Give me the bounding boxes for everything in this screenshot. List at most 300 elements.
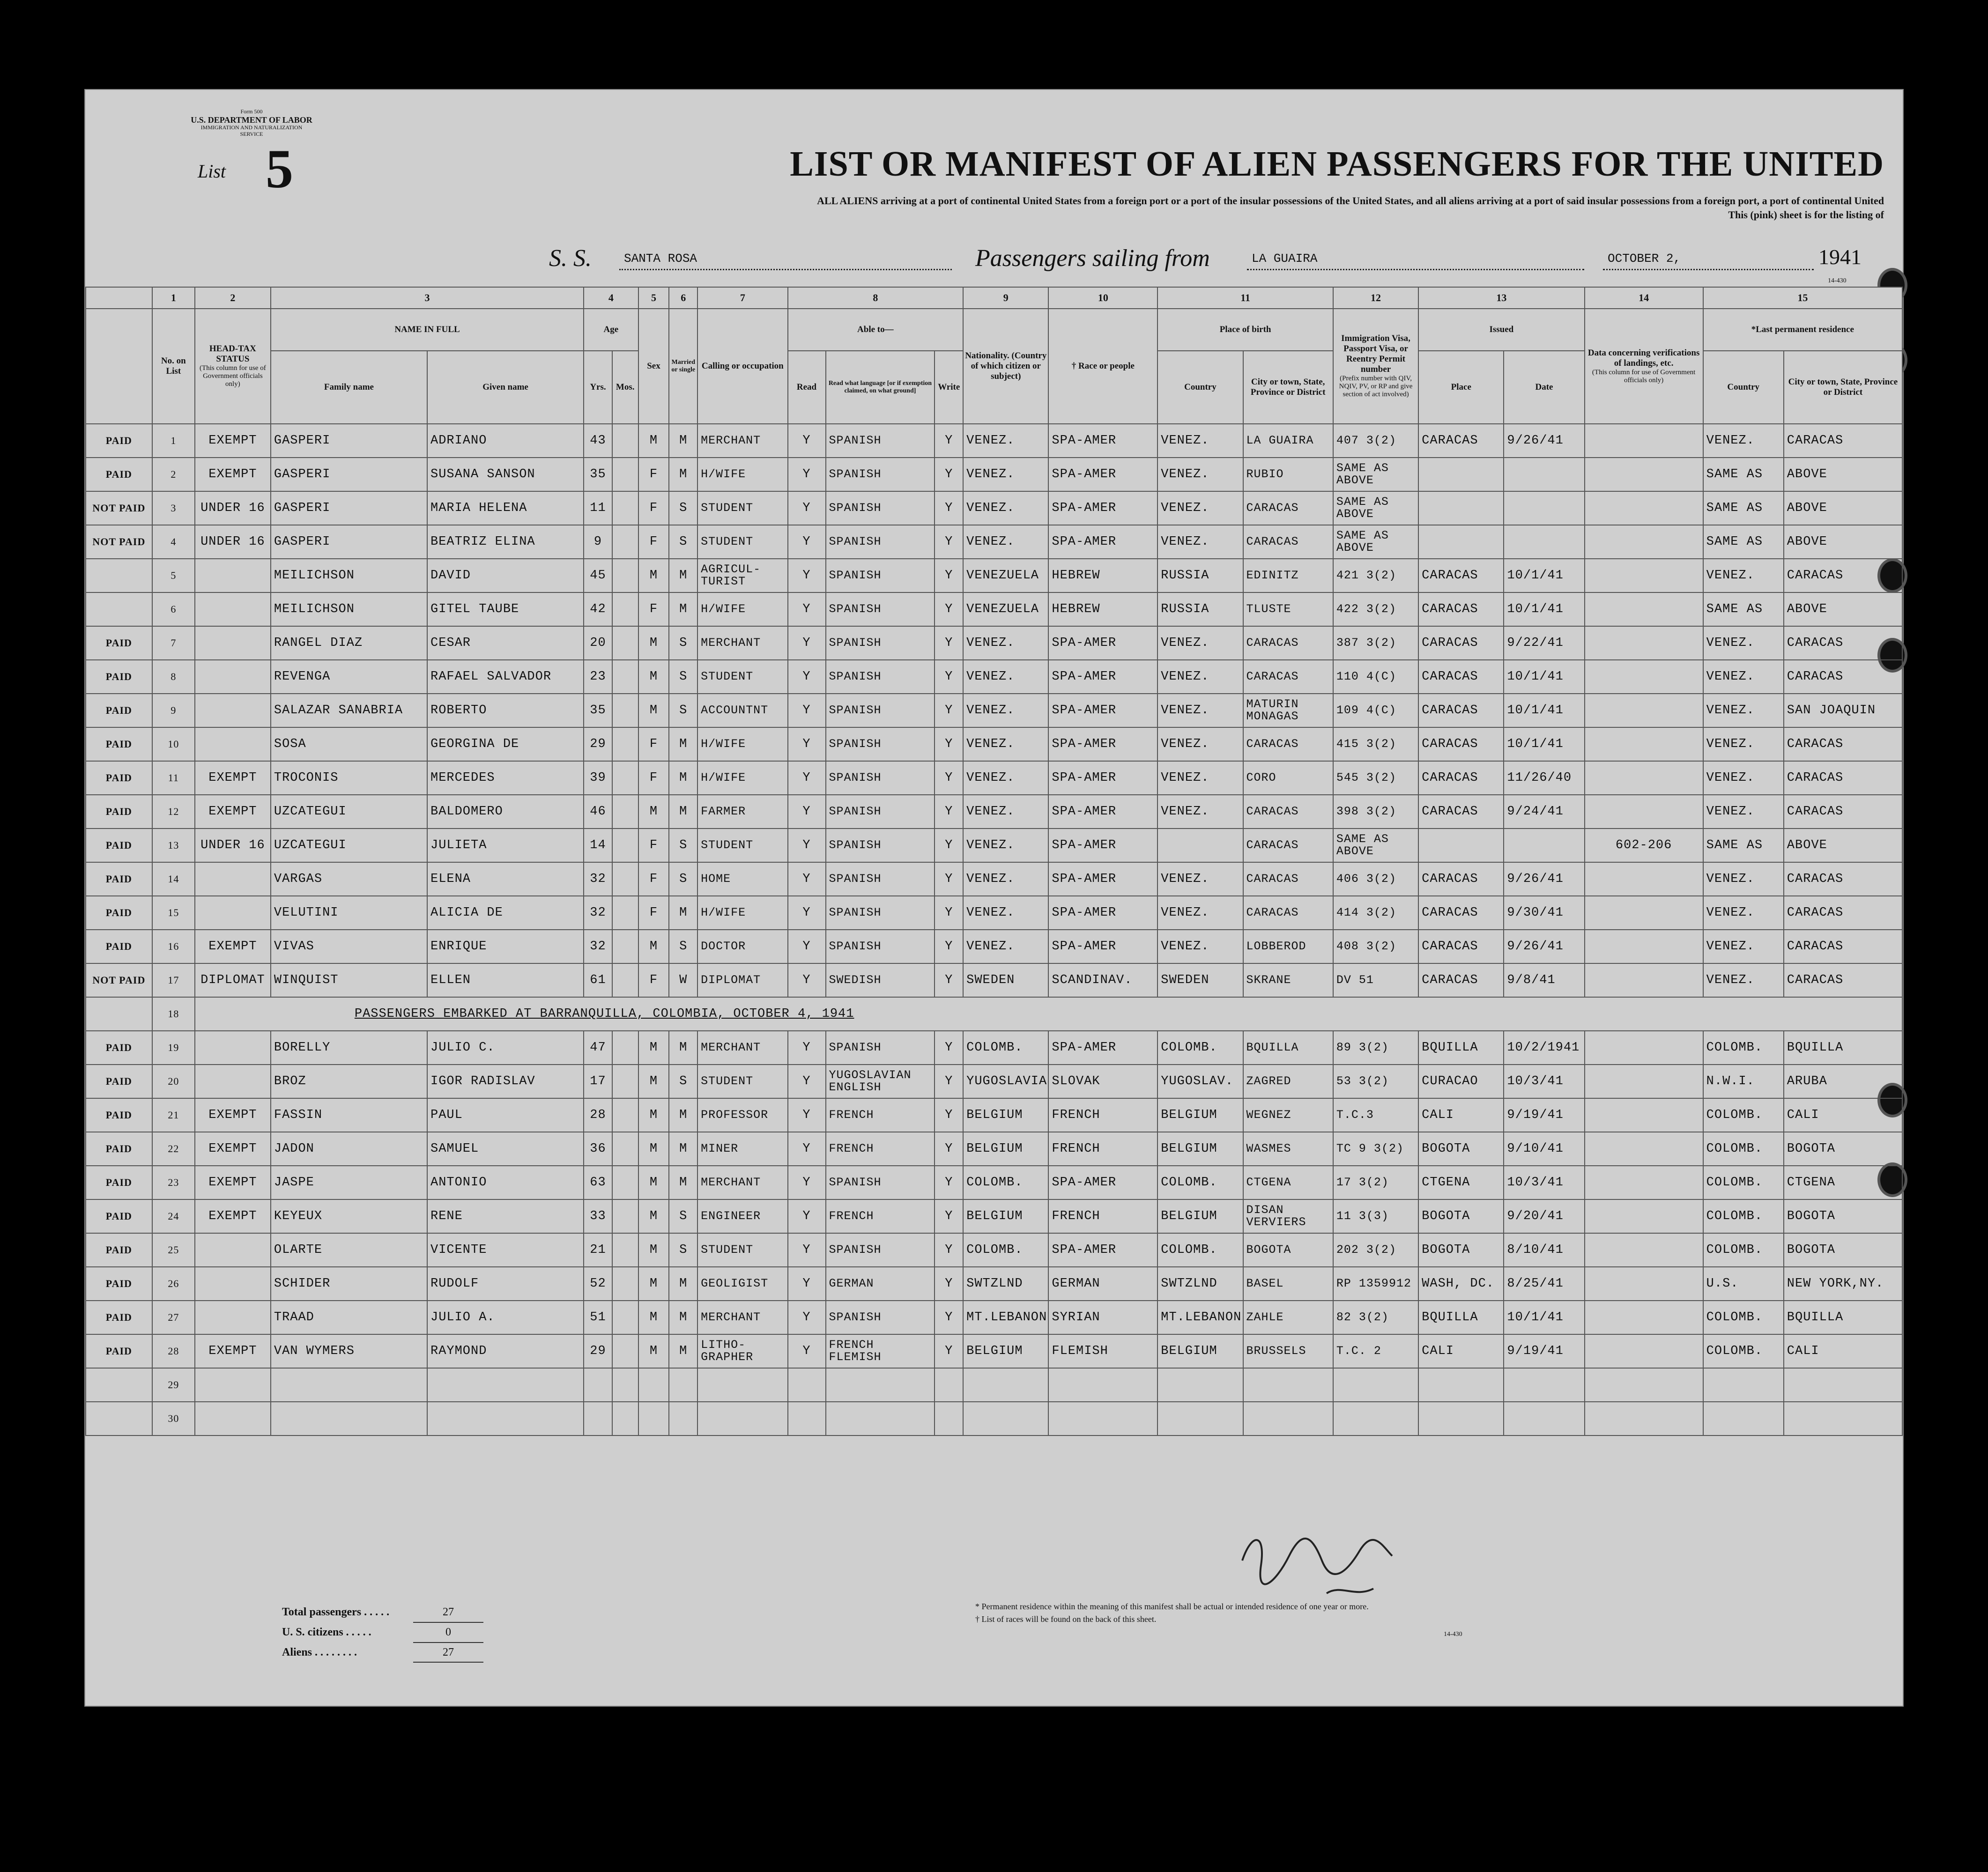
birth-city: CARACAS	[1243, 727, 1333, 761]
paid-status: PAID	[86, 1301, 152, 1334]
col-issued: Issued	[1418, 309, 1584, 351]
birth-country: VENEZ.	[1157, 761, 1243, 795]
nationality	[963, 1368, 1048, 1402]
residence-city: CARACAS	[1784, 896, 1902, 930]
issued-date: 9/26/41	[1504, 930, 1584, 963]
age-years: 17	[584, 1065, 612, 1098]
birth-city: BRUSSELS	[1243, 1334, 1333, 1368]
sex: F	[638, 525, 669, 559]
marital-status: M	[669, 1267, 697, 1301]
sex: F	[638, 963, 669, 997]
issued-date: 9/19/41	[1504, 1334, 1584, 1368]
occupation: STUDENT	[697, 525, 787, 559]
col-visa	[1333, 309, 1418, 424]
col-birth-country: Country	[1157, 351, 1243, 424]
residence-city: CARACAS	[1784, 795, 1902, 829]
read-language: SPANISH	[826, 896, 935, 930]
residence-city: ABOVE	[1784, 491, 1902, 525]
sex: M	[638, 1267, 669, 1301]
issued-place: CALI	[1418, 1098, 1504, 1132]
marital-status: S	[669, 1065, 697, 1098]
read-language: SPANISH	[826, 1031, 935, 1065]
read-language: SPANISH	[826, 694, 935, 727]
given-name: DAVID	[427, 559, 584, 592]
visa-number: 398 3(2)	[1333, 795, 1418, 829]
row-number: 4	[152, 525, 195, 559]
age-months	[612, 862, 638, 896]
row-number: 9	[152, 694, 195, 727]
nationality: MT.LEBANON	[963, 1301, 1048, 1334]
landing-data: 602-206	[1585, 829, 1703, 862]
can-read: Y	[788, 491, 826, 525]
issued-place	[1418, 525, 1504, 559]
age-years: 35	[584, 694, 612, 727]
age-months	[612, 761, 638, 795]
head-tax-status: EXEMPT	[195, 1166, 271, 1199]
can-write: Y	[935, 1233, 963, 1267]
landing-data	[1585, 862, 1703, 896]
nationality: VENEZUELA	[963, 592, 1048, 626]
marital-status: S	[669, 491, 697, 525]
department: U.S. DEPARTMENT OF LABOR	[191, 115, 312, 125]
occupation: H/WIFE	[697, 896, 787, 930]
can-write: Y	[935, 694, 963, 727]
landing-data	[1585, 1132, 1703, 1166]
given-name: CESAR	[427, 626, 584, 660]
occupation: MERCHANT	[697, 1301, 787, 1334]
manifest-sheet	[84, 89, 1904, 1707]
landing-data	[1585, 458, 1703, 491]
given-name: JULIETA	[427, 829, 584, 862]
sex: M	[638, 626, 669, 660]
col-able-to: Able to—	[788, 309, 964, 351]
birth-country: RUSSIA	[1157, 592, 1243, 626]
race: SPA-AMER	[1048, 930, 1157, 963]
age-months	[612, 1065, 638, 1098]
visa-number: T.C.3	[1333, 1098, 1418, 1132]
residence-country	[1703, 1368, 1784, 1402]
residence-city	[1784, 1402, 1902, 1435]
landing-data	[1585, 1065, 1703, 1098]
landing-data	[1585, 795, 1703, 829]
can-read: Y	[788, 559, 826, 592]
age-months	[612, 626, 638, 660]
given-name: ADRIANO	[427, 424, 584, 458]
read-language: SPANISH	[826, 1301, 935, 1334]
visa-number: 545 3(2)	[1333, 761, 1418, 795]
birth-country: VENEZ.	[1157, 727, 1243, 761]
can-write: Y	[935, 1334, 963, 1368]
row-number: 27	[152, 1301, 195, 1334]
col-name-in-full: NAME IN FULL	[271, 309, 584, 351]
visa-number: 408 3(2)	[1333, 930, 1418, 963]
can-write: Y	[935, 930, 963, 963]
paid-status: PAID	[86, 829, 152, 862]
sex: M	[638, 1301, 669, 1334]
marital-status: M	[669, 1334, 697, 1368]
paid-status: PAID	[86, 1267, 152, 1301]
age-years: 11	[584, 491, 612, 525]
issued-place: CARACAS	[1418, 795, 1504, 829]
birth-city: WASMES	[1243, 1132, 1333, 1166]
can-write: Y	[935, 761, 963, 795]
table-row	[86, 1031, 1902, 1065]
head-tax-note: (This column for use of Government officials only)	[200, 364, 266, 388]
landing-data	[1585, 559, 1703, 592]
race: FRENCH	[1048, 1098, 1157, 1132]
sex	[638, 1402, 669, 1435]
row-number: 8	[152, 660, 195, 694]
residence-country	[1703, 1402, 1784, 1435]
race: SPA-AMER	[1048, 862, 1157, 896]
total-passengers-row	[282, 1603, 483, 1623]
visa-number: SAME AS ABOVE	[1333, 458, 1418, 491]
occupation: MERCHANT	[697, 626, 787, 660]
given-name: ALICIA DE	[427, 896, 584, 930]
issued-place: CARACAS	[1418, 660, 1504, 694]
marital-status: M	[669, 896, 697, 930]
col-no-on-list: No. on List	[152, 309, 195, 424]
issued-place: CARACAS	[1418, 761, 1504, 795]
birth-country	[1157, 1402, 1243, 1435]
occupation: GEOLIGIST	[697, 1267, 787, 1301]
can-write: Y	[935, 525, 963, 559]
head-tax-status	[195, 592, 271, 626]
can-read: Y	[788, 1199, 826, 1233]
handwritten-signature	[1233, 1504, 1411, 1607]
family-name: VAN WYMERS	[271, 1334, 427, 1368]
col-num: 5	[638, 287, 669, 309]
age-months	[612, 829, 638, 862]
head-tax-status	[195, 1233, 271, 1267]
issued-date: 10/3/41	[1504, 1166, 1584, 1199]
marital-status: M	[669, 795, 697, 829]
row-number: 12	[152, 795, 195, 829]
issued-date: 10/1/41	[1504, 660, 1584, 694]
residence-city: CARACAS	[1784, 761, 1902, 795]
residence-city: BOGOTA	[1784, 1233, 1902, 1267]
col-given-name: Given name	[427, 351, 584, 424]
can-read: Y	[788, 1065, 826, 1098]
birth-country: SWTZLND	[1157, 1267, 1243, 1301]
issued-place: BQUILLA	[1418, 1301, 1504, 1334]
issued-date: 9/20/41	[1504, 1199, 1584, 1233]
table-row	[86, 761, 1902, 795]
race: HEBREW	[1048, 559, 1157, 592]
occupation: ACCOUNTNT	[697, 694, 787, 727]
issued-place: CARACAS	[1418, 694, 1504, 727]
row-number: 18	[152, 997, 195, 1031]
age-months	[612, 1132, 638, 1166]
residence-city: CALI	[1784, 1098, 1902, 1132]
birth-city: BOGOTA	[1243, 1233, 1333, 1267]
age-years: 43	[584, 424, 612, 458]
visa-number: TC 9 3(2)	[1333, 1132, 1418, 1166]
landing-data	[1585, 1301, 1703, 1334]
occupation: H/WIFE	[697, 727, 787, 761]
marital-status: S	[669, 930, 697, 963]
read-language: SPANISH	[826, 1166, 935, 1199]
paid-status: PAID	[86, 660, 152, 694]
col-last-residence: *Last permanent residence	[1703, 309, 1902, 351]
sex: M	[638, 1132, 669, 1166]
row-number: 13	[152, 829, 195, 862]
residence-city: BQUILLA	[1784, 1031, 1902, 1065]
age-months	[612, 1098, 638, 1132]
residence-country: VENEZ.	[1703, 930, 1784, 963]
age-years: 61	[584, 963, 612, 997]
family-name: TRAAD	[271, 1301, 427, 1334]
birth-city: CARACAS	[1243, 525, 1333, 559]
landing-data	[1585, 1334, 1703, 1368]
birth-city: LOBBEROD	[1243, 930, 1333, 963]
nationality: VENEZ.	[963, 930, 1048, 963]
footnote-residence: * Permanent residence within the meaning of this manifest shall be actual or intended residence of one year or more.	[975, 1602, 1369, 1611]
sex: F	[638, 727, 669, 761]
marital-status: M	[669, 761, 697, 795]
age-years: 9	[584, 525, 612, 559]
occupation: STUDENT	[697, 1233, 787, 1267]
marital-status	[669, 1402, 697, 1435]
head-tax-status: EXEMPT	[195, 761, 271, 795]
birth-country: COLOMB.	[1157, 1233, 1243, 1267]
table-row	[86, 525, 1902, 559]
issued-date	[1504, 1368, 1584, 1402]
residence-country: VENEZ.	[1703, 963, 1784, 997]
issued-place: CARACAS	[1418, 559, 1504, 592]
can-write: Y	[935, 829, 963, 862]
nationality: SWTZLND	[963, 1267, 1048, 1301]
passenger-rows	[86, 424, 1902, 1435]
birth-city: CARACAS	[1243, 660, 1333, 694]
sex: F	[638, 829, 669, 862]
visa-number: T.C. 2	[1333, 1334, 1418, 1368]
issued-date: 10/3/41	[1504, 1065, 1584, 1098]
race: SPA-AMER	[1048, 424, 1157, 458]
residence-city: CARACAS	[1784, 559, 1902, 592]
birth-city: SKRANE	[1243, 963, 1333, 997]
age-months	[612, 660, 638, 694]
head-tax-status	[195, 1402, 271, 1435]
race: SPA-AMER	[1048, 727, 1157, 761]
can-read: Y	[788, 1334, 826, 1368]
read-language: SPANISH	[826, 727, 935, 761]
residence-city: CTGENA	[1784, 1166, 1902, 1199]
landing-data	[1585, 1402, 1703, 1435]
family-name: OLARTE	[271, 1233, 427, 1267]
can-read: Y	[788, 1132, 826, 1166]
issued-place: CARACAS	[1418, 626, 1504, 660]
age-years: 23	[584, 660, 612, 694]
col-age: Age	[584, 309, 638, 351]
residence-city: ABOVE	[1784, 592, 1902, 626]
visa-number: 202 3(2)	[1333, 1233, 1418, 1267]
paid-status: PAID	[86, 896, 152, 930]
nationality: VENEZUELA	[963, 559, 1048, 592]
paid-status: NOT PAID	[86, 525, 152, 559]
issued-place: CALI	[1418, 1334, 1504, 1368]
row-number: 25	[152, 1233, 195, 1267]
family-name	[271, 1368, 427, 1402]
birth-country: VENEZ.	[1157, 491, 1243, 525]
residence-country: VENEZ.	[1703, 761, 1784, 795]
age-months	[612, 930, 638, 963]
marital-status	[669, 1368, 697, 1402]
col-birth-city: City or town, State, Province or District	[1243, 351, 1333, 424]
nationality: BELGIUM	[963, 1199, 1048, 1233]
age-years: 52	[584, 1267, 612, 1301]
age-years: 21	[584, 1233, 612, 1267]
paid-status: PAID	[86, 458, 152, 491]
occupation: STUDENT	[697, 660, 787, 694]
sex: M	[638, 424, 669, 458]
landings-label: Data concerning verifications of landings, etc.	[1587, 348, 1700, 368]
can-read: Y	[788, 1301, 826, 1334]
landing-data	[1585, 626, 1703, 660]
occupation: ENGINEER	[697, 1199, 787, 1233]
residence-country: SAME AS	[1703, 829, 1784, 862]
can-write: Y	[935, 626, 963, 660]
row-number: 30	[152, 1402, 195, 1435]
nationality: COLOMB.	[963, 1166, 1048, 1199]
birth-country: VENEZ.	[1157, 458, 1243, 491]
age-years: 20	[584, 626, 612, 660]
issued-date: 8/10/41	[1504, 1233, 1584, 1267]
given-name: RUDOLF	[427, 1267, 584, 1301]
occupation: HOME	[697, 862, 787, 896]
col-num: 15	[1703, 287, 1902, 309]
head-tax-status	[195, 896, 271, 930]
visa-number: 53 3(2)	[1333, 1065, 1418, 1098]
sex: M	[638, 1334, 669, 1368]
given-name: GITEL TAUBE	[427, 592, 584, 626]
read-language: SWEDISH	[826, 963, 935, 997]
page-title: LIST OR MANIFEST OF ALIEN PASSENGERS FOR THE UNITED	[790, 144, 1884, 184]
age-years: 14	[584, 829, 612, 862]
visa-number: 11 3(3)	[1333, 1199, 1418, 1233]
age-months	[612, 1301, 638, 1334]
can-write: Y	[935, 491, 963, 525]
read-language: FRENCH	[826, 1132, 935, 1166]
col-landings	[1585, 309, 1703, 424]
can-write: Y	[935, 1065, 963, 1098]
head-tax-status	[195, 660, 271, 694]
can-read: Y	[788, 1098, 826, 1132]
age-years: 47	[584, 1031, 612, 1065]
col-married: Married or single	[669, 309, 697, 424]
residence-city: CARACAS	[1784, 660, 1902, 694]
age-years: 45	[584, 559, 612, 592]
landing-data	[1585, 694, 1703, 727]
row-number: 6	[152, 592, 195, 626]
occupation: MERCHANT	[697, 424, 787, 458]
residence-country: COLOMB.	[1703, 1301, 1784, 1334]
can-write: Y	[935, 963, 963, 997]
family-name: MEILICHSON	[271, 592, 427, 626]
issued-date: 10/1/41	[1504, 1301, 1584, 1334]
paid-status: PAID	[86, 424, 152, 458]
service: IMMIGRATION AND NATURALIZATION SERVICE	[200, 124, 303, 138]
given-name: SUSANA SANSON	[427, 458, 584, 491]
nationality: YUGOSLAVIA	[963, 1065, 1048, 1098]
occupation: H/WIFE	[697, 761, 787, 795]
marital-status: M	[669, 559, 697, 592]
age-months	[612, 1334, 638, 1368]
total-passengers-value: 27	[413, 1603, 483, 1623]
race: HEBREW	[1048, 592, 1157, 626]
col-read: Read	[788, 351, 826, 424]
col-write: Write	[935, 351, 963, 424]
can-write: Y	[935, 727, 963, 761]
birth-city: CTGENA	[1243, 1166, 1333, 1199]
residence-city: CARACAS	[1784, 930, 1902, 963]
age-years: 29	[584, 1334, 612, 1368]
nationality: BELGIUM	[963, 1132, 1048, 1166]
head-tax-status	[195, 1267, 271, 1301]
age-years: 63	[584, 1166, 612, 1199]
age-months	[612, 1031, 638, 1065]
birth-city: CARACAS	[1243, 626, 1333, 660]
birth-country: VENEZ.	[1157, 626, 1243, 660]
table-row	[86, 458, 1902, 491]
landing-data	[1585, 1199, 1703, 1233]
can-write: Y	[935, 660, 963, 694]
date-underline	[1603, 269, 1814, 270]
paid-status: PAID	[86, 1233, 152, 1267]
can-write: Y	[935, 592, 963, 626]
issued-place: BOGOTA	[1418, 1132, 1504, 1166]
head-tax-label: HEAD-TAX STATUS	[209, 344, 256, 364]
birth-city: BQUILLA	[1243, 1031, 1333, 1065]
age-months	[612, 424, 638, 458]
sex: F	[638, 761, 669, 795]
col-num: 14	[1585, 287, 1703, 309]
marital-status: S	[669, 694, 697, 727]
birth-city: CARACAS	[1243, 795, 1333, 829]
family-name: TROCONIS	[271, 761, 427, 795]
can-read: Y	[788, 525, 826, 559]
form-code-top: 14-430	[1828, 277, 1847, 284]
read-language: SPANISH	[826, 761, 935, 795]
family-name: FASSIN	[271, 1098, 427, 1132]
occupation: AGRICUL-TURIST	[697, 559, 787, 592]
occupation: DOCTOR	[697, 930, 787, 963]
issued-place: CURACAO	[1418, 1065, 1504, 1098]
table-row	[86, 1267, 1902, 1301]
race: SPA-AMER	[1048, 761, 1157, 795]
head-tax-status	[195, 1065, 271, 1098]
can-read	[788, 1368, 826, 1402]
col-res-city: City or town, State, Province or District	[1784, 351, 1902, 424]
family-name	[271, 1402, 427, 1435]
birth-city: ZAGRED	[1243, 1065, 1333, 1098]
sex: M	[638, 1098, 669, 1132]
row-number: 16	[152, 930, 195, 963]
nationality: VENEZ.	[963, 829, 1048, 862]
can-read: Y	[788, 795, 826, 829]
nationality: SWEDEN	[963, 963, 1048, 997]
given-name: JULIO A.	[427, 1301, 584, 1334]
marital-status: W	[669, 963, 697, 997]
paid-status: PAID	[86, 795, 152, 829]
read-language: SPANISH	[826, 795, 935, 829]
family-name: UZCATEGUI	[271, 795, 427, 829]
family-name: GASPERI	[271, 424, 427, 458]
row-number: 15	[152, 896, 195, 930]
residence-country: VENEZ.	[1703, 626, 1784, 660]
read-language: FRENCH FLEMISH	[826, 1334, 935, 1368]
race: SYRIAN	[1048, 1301, 1157, 1334]
